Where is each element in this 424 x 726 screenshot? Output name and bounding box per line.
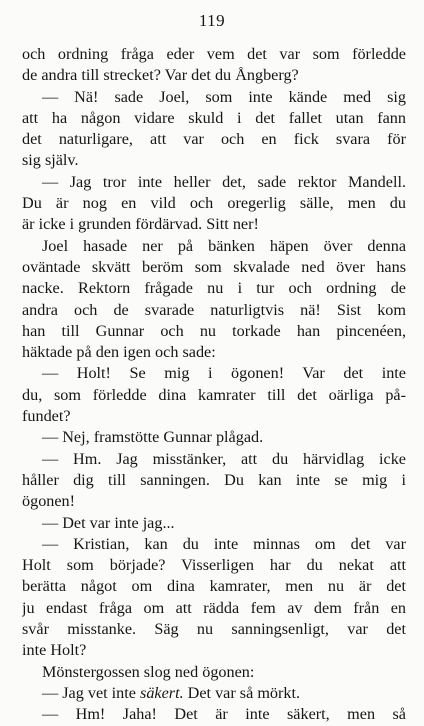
text-line: håller dig till sanningen. Du kan inte se mig i (22, 470, 406, 489)
text-line: oväntade skvätt beröm som skvalade ned över hans (22, 257, 406, 276)
text-line: att ha någon vidare skuld i det fallet utan fann (22, 108, 406, 127)
line-start: — Jag vet inte (42, 683, 141, 702)
text-line: Mönstergossen slog ned ögonen: (42, 662, 255, 681)
text-line-italic (22, 683, 406, 704)
text-line: — Nej, framstötte Gunnar plågad. (42, 428, 264, 447)
text-line: han till Gunnar och nu torkade han pincenéen, (22, 321, 406, 340)
text-line: ju endast fråga om att rädda fem av dem från en (22, 598, 406, 617)
text-line: sig själv. (22, 151, 79, 170)
text-line: — Jag tror inte heller det, sade rektor Mandell. (42, 172, 406, 191)
text-line: — Hm! Jaha! Det är inte säkert, men så (42, 705, 406, 724)
line-end: Det var så mörkt. (183, 683, 301, 702)
page-number: 119 (198, 11, 226, 30)
body-text (22, 44, 406, 726)
text-line: svår misstanke. Säg nu sanningsenligt, var det (22, 620, 406, 639)
text-line: det naturligare, att var och en fick svara för (22, 130, 406, 149)
text-line: de andra till strecket? Var det du Ångberg? (22, 66, 299, 85)
text-line: fundet? (22, 407, 71, 426)
text-line: Du är nog en vild och oregerlig sälle, men du (22, 194, 406, 213)
text-line: inte Holt? (22, 641, 87, 660)
italic-word: säkert. (140, 683, 184, 702)
text-line: — Det var inte jag... (42, 513, 175, 532)
text-line: — Nä! sade Joel, som inte kände med sig (42, 87, 406, 106)
text-line: Holt som började? Visserligen har du nekat att (22, 556, 406, 575)
text-line: Joel hasade ner på bänken häpen över denna (42, 236, 406, 255)
text-line: — Holt! Se mig i ögonen! Var det inte (42, 364, 406, 383)
text-line: du, som förledde dina kamrater till det oärliga på- (22, 385, 406, 404)
text-line: — Hm. Jag misstänker, att du härvidlag icke (42, 449, 406, 468)
text-line: häktade på den igen och sade: (22, 343, 216, 362)
text-line: — Kristian, kan du inte minnas om det var (42, 534, 406, 553)
text-line: och ordning fråga eder vem det var som förledde (22, 45, 406, 63)
text-line: ögonen! (22, 492, 76, 511)
text-line: berätta något om dina kamrater, men nu är det (22, 577, 406, 596)
text-line: nacke. Rektorn frågade nu i tur och ordning de (22, 279, 406, 298)
text-line: är icke i grunden fördärvad. Sitt ner! (22, 215, 259, 234)
text-line: andra och de svarade naturligtvis nä! Sist kom (22, 300, 406, 319)
